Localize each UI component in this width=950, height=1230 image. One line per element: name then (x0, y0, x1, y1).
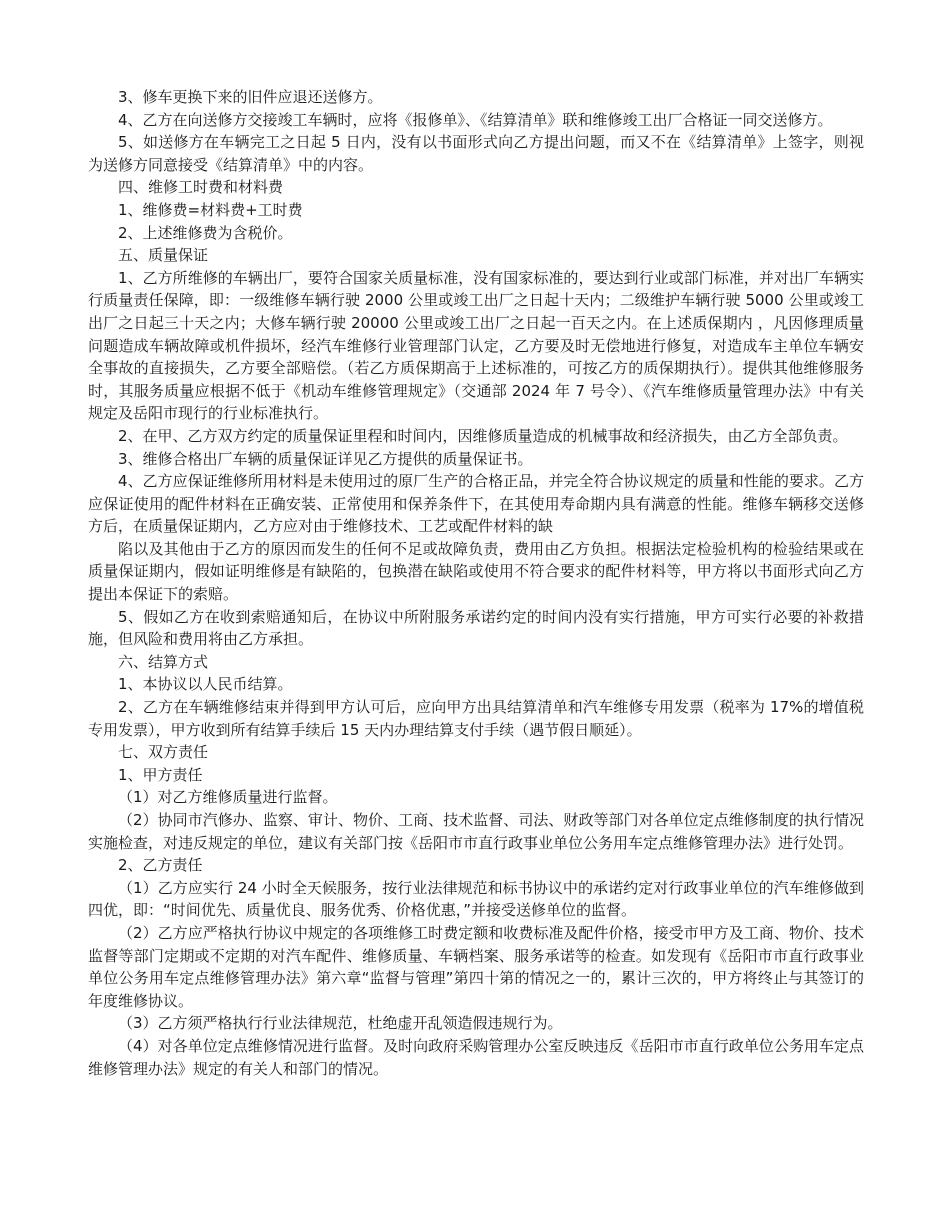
section-heading-fees: 四、维修工时费和材料费 (118, 178, 284, 197)
paragraph-party-b-item-2: （2）乙方应严格执行协议中规定的各项维修工时费定额和收费标准及配件价格，接受市甲方及工商、物价、技术监督等部门定期或不定期的对汽车配件、维修质量、车辆档案、服务承诺等的检查。如发现有《岳阳市市直行政事业单位公务用车定点维修管理办法》第六章“监督与管理”第四十第的情况之一的，累计三次的，甲方将终止与其签订的年度维修协议。 (88, 923, 864, 1010)
paragraph-settlement-item-1: 1、本协议以人民币结算。 (118, 675, 293, 694)
paragraph-settlement-item-2: 2、乙方在车辆维修结束并得到甲方认可后，应向甲方出具结算清单和汽车维修专用发票（税率为 17%的增值税专用发票），甲方收到所有结算手续后 15 天内办理结算支付手续（遇节假日顺延）。 (88, 698, 864, 739)
section-heading-responsibilities: 七、双方责任 (118, 743, 209, 762)
paragraph-fees-item-2: 2、上述维修费为含税价。 (118, 223, 293, 242)
paragraph-party-b-item-1: （1）乙方应实行 24 小时全天候服务，按行业法律规范和标书协议中的承诺约定对行政事业单位的汽车维修做到四优，即：“时间优先、质量优良、服务优秀、价格优惠，”并接受送修单位的监督。 (88, 878, 864, 920)
paragraph-repair-item-5: 5、如送修方在车辆完工之日起 5 日内，没有以书面形式向乙方提出问题，而又不在《结算清单》上签字，则视为送修方同意接受《结算清单》中的内容。 (88, 133, 864, 174)
section-heading-settlement: 六、结算方式 (118, 652, 209, 671)
paragraph-repair-item-4: 4、乙方在向送修方交接竣工车辆时，应将《报修单》、《结算清单》联和维修竣工出厂合格证一同交送修方。 (118, 110, 833, 129)
paragraph-quality-item-3: 3、维修合格出厂车辆的质量保证详见乙方提供的质量保证书。 (118, 449, 533, 468)
subheading-party-b: 2、乙方责任 (118, 856, 203, 875)
paragraph-repair-item-3: 3、修车更换下来的旧件应退还送修方。 (118, 88, 383, 106)
paragraph-quality-item-1: 1、乙方所维修的车辆出厂，要符合国家关质量标准，没有国家标准的，要达到行业或部门标准，并对出厂车辆实行质量责任保障，即：一级维修车辆行驶 2000 公里或竣工出厂之日起十天内；二级维护车辆行驶 5000 公里或竣工出厂之日起三十天之内；大修车辆行驶 20000 公里或竣工出厂之日起一百天之内。在上述质保期内 ，凡因修理质量问题造成车辆故障或机件损坏，经汽车维修行业管理部门认定，乙方要及时无偿地进行修复，对造成车主单位车辆安全事故的直接损失，乙方要全部赔偿。（若乙方质保期高于上述标准的，可按乙方的质保期执行）。提供其他维修服务时，其服务质量应根据不低于《机动车维修管理规定》（交通部 2024 年 7 号令）、《汽车维修质量管理办法》中有关规定及岳阳市现行的行业标准执行。 (88, 268, 864, 423)
paragraph-quality-item-2: 2、在甲、乙方双方约定的质量保证里程和时间内，因维修质量造成的机械事故和经济损失，由乙方全部负责。 (118, 426, 848, 445)
paragraph-party-b-item-4: （4）对各单位定点维修情况进行监督。及时向政府采购管理办公室反映违反《岳阳市市直行政单位公务用车定点维修管理办法》规定的有关人和部门的情况。 (88, 1036, 864, 1078)
paragraph-party-b-item-3: （3）乙方须严格执行行业法律规范，杜绝虚开乱领造假违规行为。 (118, 1014, 563, 1033)
paragraph-quality-item-4: 4、乙方应保证维修所用材料是未使用过的原厂生产的合格正品，并完全符合协议规定的质量和性能的要求。乙方应保证使用的配件材料在正确安装、正常使用和保养条件下，在其使用寿命期内具有满意的性能。维修车辆移交送修方后，在质量保证期内，乙方应对由于维修技术、工艺或配件材料的缺 (88, 472, 864, 536)
paragraph-quality-item-5: 5、假如乙方在收到索赔通知后，在协议中所附服务承诺约定的时间内没有实行措施，甲方可实行必要的补救措施，但风险和费用将由乙方承担。 (88, 607, 864, 649)
paragraph-party-a-item-2: （2）协同市汽修办、监察、审计、物价、工商、技术监督、司法、财政等部门对各单位定点维修制度的执行情况实施检查，对违反规定的单位，建议有关部门按《岳阳市市直行政事业单位公务用车定点维修管理办法》进行处罚。 (88, 811, 864, 852)
section-heading-quality: 五、质量保证 (118, 246, 209, 265)
paragraph-fees-item-1: 1、维修费=材料费+工时费 (118, 200, 303, 219)
paragraph-party-a-item-1: （1）对乙方维修质量进行监督。 (118, 788, 338, 807)
paragraph-quality-item-4-cont: 陷以及其他由于乙方的原因而发生的任何不足或故障负责，费用由乙方负担。根据法定检验机构的检验结果或在质量保证期内，假如证明维修是有缺陷的，包换潜在缺陷或使用不符合要求的配件材料等，甲方将以书面形式向乙方提出本保证下的索赔。 (88, 539, 864, 604)
subheading-party-a: 1、甲方责任 (118, 765, 203, 784)
